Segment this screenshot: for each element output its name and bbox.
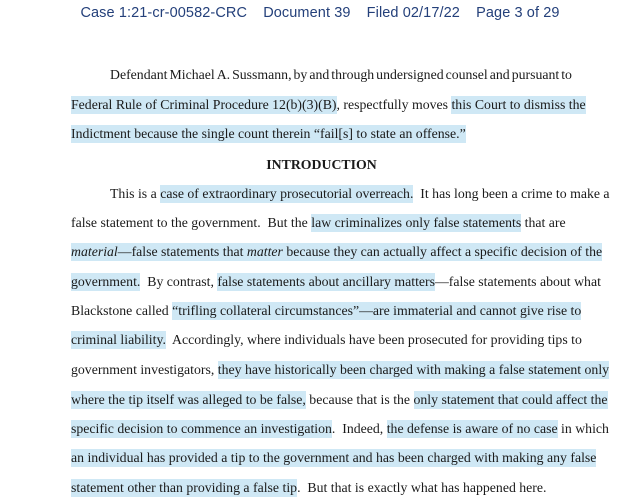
text-line: [71, 361, 610, 379]
text-segment: , respectfully moves: [336, 97, 452, 112]
text-segment: government investigators,: [71, 362, 218, 377]
text-line: [71, 273, 601, 291]
text-segment: that are: [521, 215, 566, 230]
text-segment: Michael: [169, 67, 215, 82]
highlighted-text: criminal liability.: [71, 332, 166, 347]
highlighted-text: because they can actually affect a specific decision of the: [282, 244, 603, 259]
text-segment: Defendant: [110, 67, 168, 82]
text-line: [71, 96, 586, 114]
highlighted-text: statement other than providing a false tip: [71, 480, 298, 495]
highlighted-text: the defense is aware of no case: [386, 421, 558, 436]
highlighted-text: material: [71, 244, 118, 259]
text-segment: . But that is exactly what has happened here.: [297, 480, 547, 495]
text-segment: and: [309, 67, 330, 82]
text-segment: counsel: [445, 67, 488, 82]
text-line: [71, 331, 582, 349]
text-line: [71, 479, 572, 497]
highlighted-text: matter: [246, 244, 283, 259]
text-line: [71, 125, 572, 143]
highlighted-text: only statement that could affect the: [413, 392, 608, 407]
highlighted-text: case of extraordinary prosecutorial overreach.: [160, 186, 414, 201]
text-segment: and: [489, 67, 510, 82]
highlighted-text: government.: [71, 274, 141, 289]
page-number: Page 3 of 29: [476, 5, 560, 21]
text-segment: Accordingly, where individuals have been prosecuted for providing tips to: [165, 332, 582, 347]
text-line: [110, 185, 610, 203]
text-line: [110, 66, 572, 84]
text-segment: false statement to the government. But the: [71, 215, 312, 230]
text-segment: Sussmann,: [232, 67, 292, 82]
highlighted-text: where the tip itself was alleged to be false,: [71, 392, 306, 407]
text-segment: pursuant: [511, 67, 560, 82]
highlighted-text: Federal Rule of Criminal Procedure 12(b)(3)(B): [71, 97, 337, 112]
text-segment: Blackstone called: [71, 303, 173, 318]
highlighted-text: specific decision to commence an investigation: [71, 421, 332, 436]
text-segment: because that is the: [305, 392, 414, 407]
text-line: [71, 449, 597, 467]
text-segment: —false statements about what: [435, 274, 601, 289]
text-line: [71, 302, 582, 320]
highlighted-text: “trifling collateral circumstances”—are immaterial and cannot give rise to: [172, 303, 582, 318]
case-number: Case 1:21-cr-00582-CRC: [80, 5, 248, 21]
highlighted-text: law criminalizes only false statements: [311, 215, 522, 230]
section-heading: [71, 156, 572, 174]
text-segment: through: [331, 67, 375, 82]
case-header: [0, 5, 640, 21]
highlighted-text: —false statements that: [117, 244, 247, 259]
text-segment: undersigned: [376, 67, 444, 82]
text-line: [71, 420, 609, 438]
text-segment: By contrast,: [140, 274, 218, 289]
text-line: [71, 391, 608, 409]
highlighted-text: this Court to dismiss the: [451, 97, 586, 112]
filed-date: Filed 02/17/22: [366, 5, 460, 21]
text-segment: A.: [216, 67, 231, 82]
text-line: [71, 214, 572, 232]
text-segment: by: [293, 67, 308, 82]
text-line: [71, 243, 603, 261]
highlighted-text: Indictment because the single count therein “fail[s] to state an offense.”: [71, 126, 466, 141]
highlighted-text: false statements about ancillary matters: [217, 274, 435, 289]
text-segment: It has long been a crime to make a: [413, 186, 610, 201]
text-segment: to: [561, 67, 572, 82]
highlighted-text: they have historically been charged with making a false statement only: [217, 362, 610, 377]
text-segment: This is a: [110, 186, 161, 201]
text-segment: . Indeed,: [331, 421, 387, 436]
highlighted-text: an individual has provided a tip to the government and has been charged with making any false: [71, 450, 597, 465]
text-segment: in which: [557, 421, 609, 436]
text-segment: INTRODUCTION: [266, 157, 377, 172]
document-number: Document 39: [263, 5, 351, 21]
